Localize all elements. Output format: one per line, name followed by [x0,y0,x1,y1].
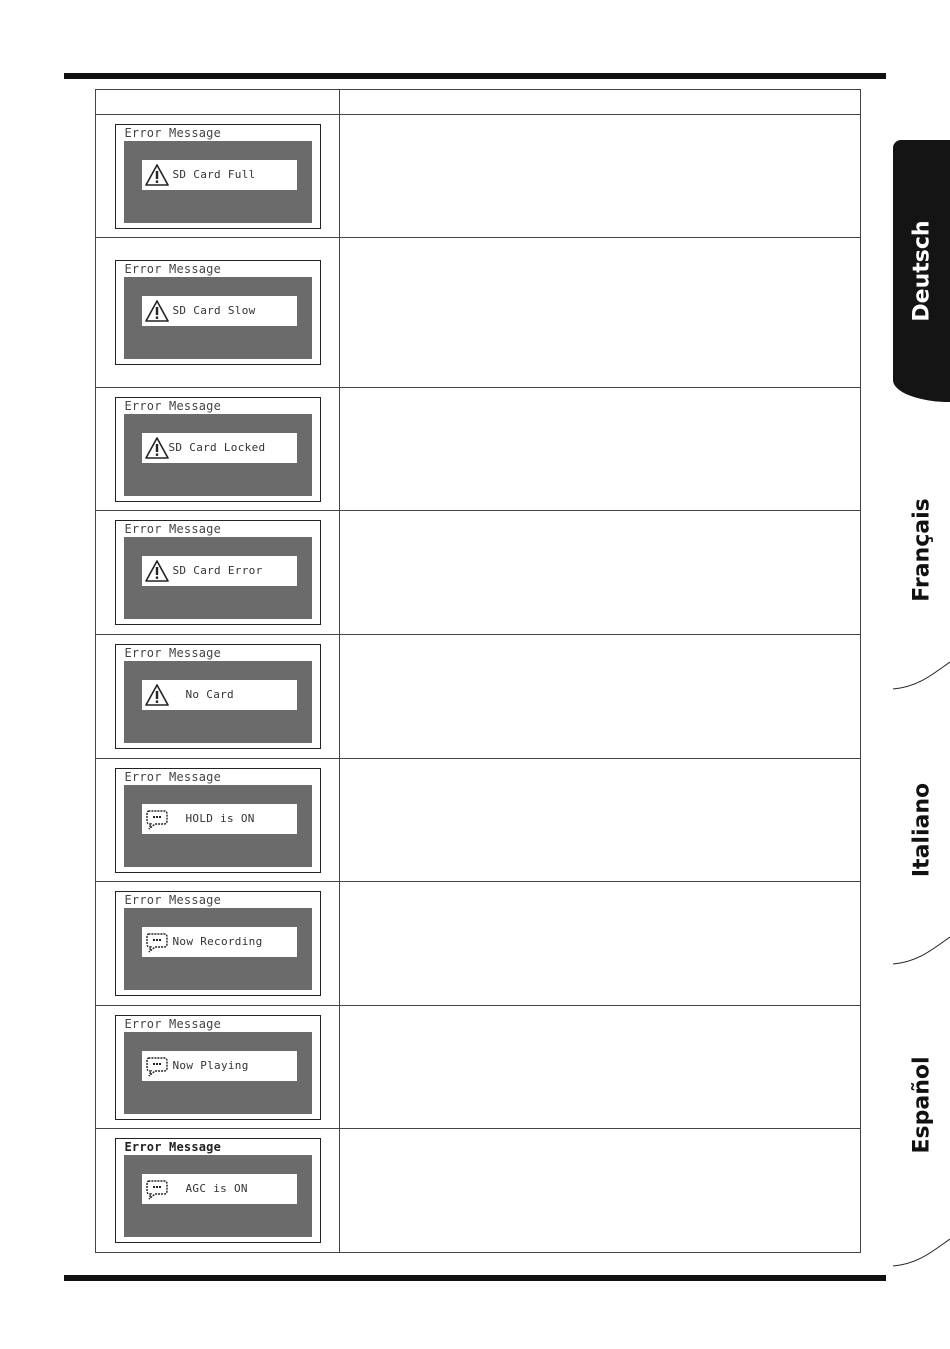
warning-icon [145,164,169,186]
lcd-title: Error Message [124,262,222,276]
top-rule [64,73,886,79]
lcd-display [115,124,321,229]
table-row [96,635,861,759]
description-cell [340,1006,861,1129]
lcd-message-box [142,680,297,710]
lcd-display [115,891,321,996]
lcd-message-box [142,433,297,463]
lcd-message-text: HOLD is ON [185,811,255,825]
lcd-message-text: SD Card Full [172,167,256,181]
lcd-message-text: Now Recording [172,935,263,948]
lcd-display [115,260,321,365]
lcd-screen [124,1032,312,1114]
table-row [96,511,861,635]
lcd-display [115,644,321,749]
description-cell [340,115,861,238]
lcd-display [115,768,321,873]
info-bubble-icon [145,931,169,953]
description-cell [340,882,861,1006]
display-cell [96,1006,340,1129]
tab-deutsch[interactable] [893,140,950,402]
lcd-screen [124,1155,312,1237]
tab-divider [893,1237,950,1267]
lcd-screen [124,277,312,359]
tab-label-deutsch: Deutsch [909,220,934,322]
description-cell [340,511,861,635]
info-bubble-icon [145,808,169,830]
info-bubble-icon [145,1178,169,1200]
tab-label-espanol: Español [909,1056,934,1154]
description-cell [340,759,861,882]
lcd-title: Error Message [124,522,222,536]
header-cell-meaning [340,90,861,115]
tab-label-italiano: Italiano [909,782,934,878]
lcd-message-text: Now Playing [172,1058,249,1072]
display-cell [96,238,340,388]
lcd-title: Error Message [124,1016,222,1031]
warning-icon [145,560,169,582]
table-row [96,1129,861,1253]
display-cell [96,511,340,635]
lcd-title: Error Message [124,398,222,413]
tab-francais[interactable] [893,420,950,680]
table-header-row [96,90,861,115]
lcd-display [115,1138,321,1243]
description-cell [340,238,861,388]
lcd-screen [124,141,312,223]
lcd-screen [124,785,312,867]
lcd-title: Error Message [124,893,222,907]
tab-italiano[interactable] [893,700,950,960]
display-cell [96,1129,340,1253]
lcd-display [115,1015,321,1120]
warning-icon [145,437,169,459]
warning-icon [145,684,169,706]
lcd-title: Error Message [124,769,222,784]
lcd-display [115,520,321,625]
bottom-rule [64,1275,886,1281]
display-cell [96,882,340,1006]
lcd-message-box [142,160,297,190]
info-bubble-icon [145,1055,169,1077]
display-cell [96,759,340,882]
lcd-title: Error Message [124,125,222,140]
tab-divider [893,935,950,965]
table-row [96,238,861,388]
lcd-message-box [142,804,297,834]
lcd-message-text: SD Card Slow [172,304,256,317]
lcd-screen [124,537,312,619]
lcd-message-box [142,1051,297,1081]
lcd-display [115,397,321,502]
lcd-screen [124,908,312,990]
lcd-message-box [142,1174,297,1204]
lcd-message-text: SD Card Locked [168,440,266,454]
lcd-screen [124,414,312,496]
lcd-title: Error Message [124,1140,222,1154]
language-tabs [893,140,950,1270]
tab-label-francais: Français [909,498,934,602]
tab-espanol[interactable] [893,980,950,1230]
display-cell [96,388,340,511]
lcd-title: Error Message [124,646,222,660]
lcd-message-text: AGC is ON [185,1182,248,1195]
table-row [96,759,861,882]
lcd-screen [124,661,312,743]
warning-icon [145,300,169,322]
table-row [96,388,861,511]
table-row [96,882,861,1006]
description-cell [340,388,861,511]
display-cell [96,115,340,238]
tab-divider [893,660,950,690]
table-row [96,115,861,238]
display-cell [96,635,340,759]
lcd-message-text: SD Card Error [172,564,263,577]
description-cell [340,635,861,759]
lcd-message-box [142,927,297,957]
lcd-message-box [142,556,297,586]
table-row [96,1006,861,1129]
lcd-message-box [142,296,297,326]
description-cell [340,1129,861,1253]
header-cell-display [96,90,340,115]
lcd-message-text: No Card [185,688,234,701]
error-message-table [95,89,861,1253]
